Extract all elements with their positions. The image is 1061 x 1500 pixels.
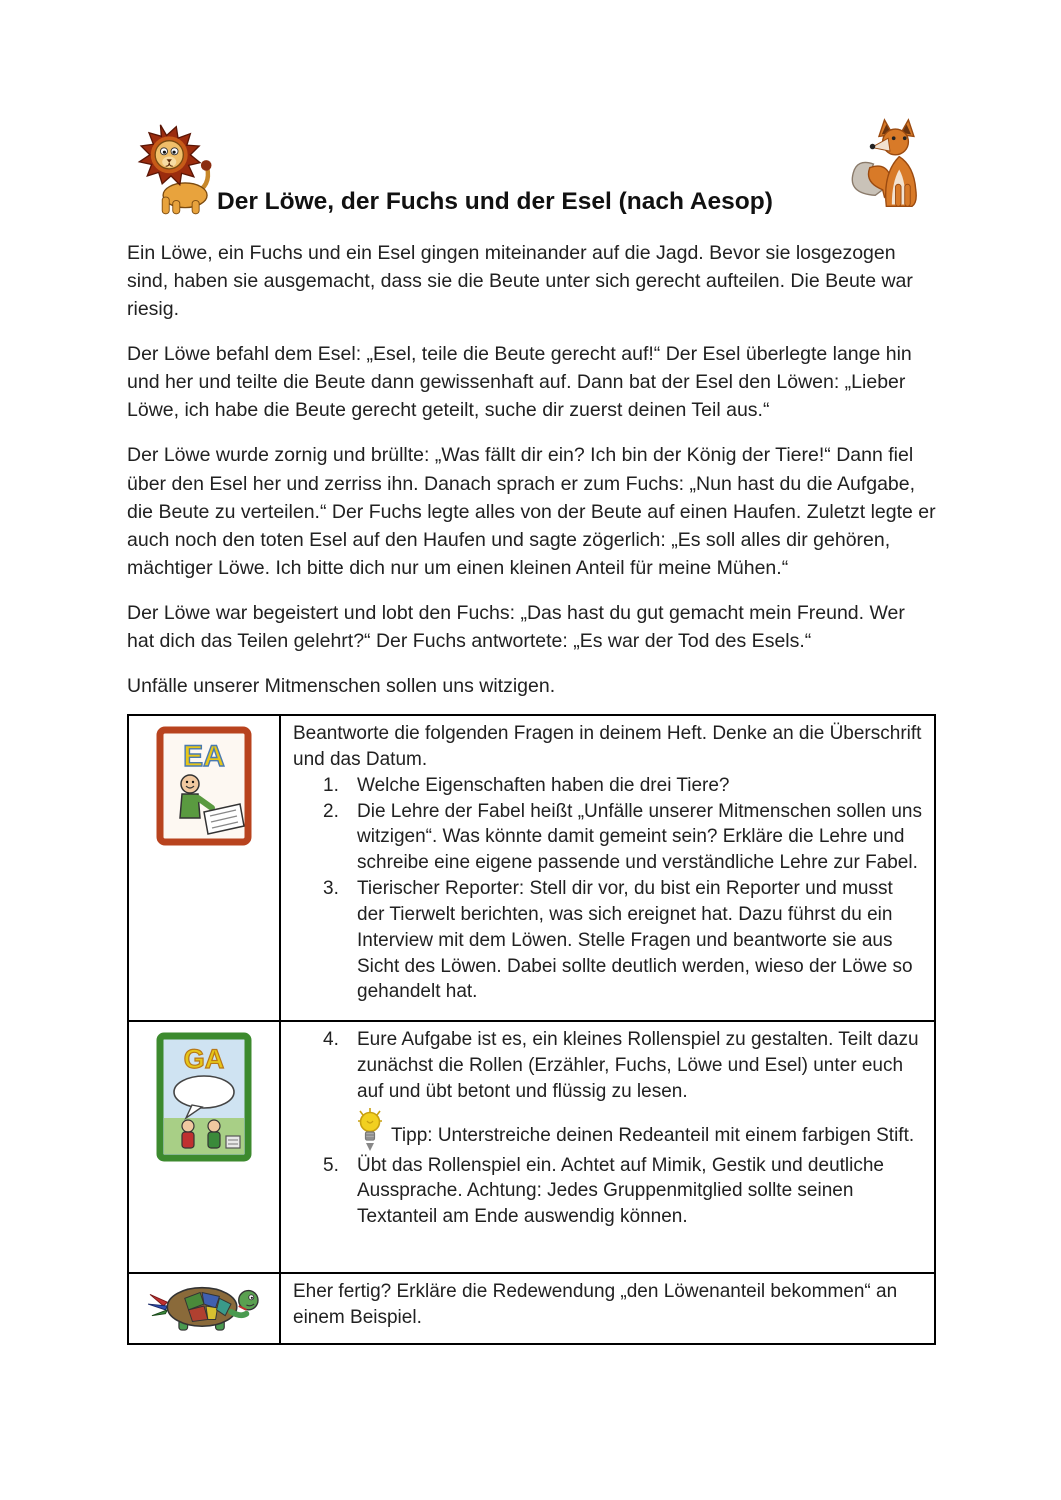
header — [127, 116, 936, 217]
ga-task-cell — [280, 1021, 935, 1273]
task-text: Die Lehre der Fabel heißt „Unfälle unserer Mitmenschen sollen uns witzigen“. Was könnte damit gemeint sein? Erkläre die Lehre und schreibe eine eigene passende und verständliche Lehre zur Fabel. — [357, 800, 922, 874]
turtle-icon — [145, 1279, 263, 1333]
tip-text: Tipp: Unterstreiche deinen Redeanteil mit einem farbigen Stift. — [391, 1124, 915, 1146]
task-item-3 — [323, 876, 924, 1005]
task-item-1 — [323, 773, 924, 799]
table-row-ea — [128, 715, 935, 1021]
single-work-icon — [156, 726, 252, 846]
task-text: Welche Eigenschaften haben die drei Tiere? — [357, 774, 730, 796]
task-item-2 — [323, 799, 924, 876]
story-paragraph-1: Ein Löwe, ein Fuchs und ein Esel gingen miteinander auf die Jagd. Bevor sie losgezogen sind, haben sie ausgemacht, dass sie die Beute unter sich gerecht aufteilen. Die Beute war riesig. — [127, 242, 913, 321]
task-number: 4. — [323, 1029, 339, 1051]
tip-block — [357, 1107, 924, 1153]
ga-icon-cell — [128, 1021, 280, 1273]
page-title: Der Löwe, der Fuchs und der Esel (nach Aesop) — [217, 188, 773, 216]
fast-finisher-cell — [280, 1273, 935, 1344]
turtle-icon-cell — [128, 1273, 280, 1344]
fox-wrap — [844, 116, 936, 217]
ea-badge: EA — [183, 740, 225, 774]
ga-task-list — [323, 1027, 924, 1230]
ga-badge: GA — [183, 1044, 225, 1075]
lion-icon — [127, 119, 215, 217]
group-work-icon — [156, 1032, 252, 1162]
tasks-table — [127, 714, 936, 1345]
lightbulb-icon — [357, 1107, 383, 1153]
task-number: 1. — [323, 774, 339, 796]
fast-finisher-text: Eher fertig? Erkläre die Redewendung „den Löwenanteil bekommen“ an einem Beispiel. — [293, 1281, 898, 1328]
task-4-text: Eure Aufgabe ist es, ein kleines Rollenspiel zu gestalten. Teilt dazu zunächst die Rollen (Erzähler, Fuchs, Löwe und Esel) unter euch auf und übt betont und flüssig zu lesen. — [357, 1029, 919, 1102]
story-paragraph-3: Der Löwe wurde zornig und brüllte: „Was fällt dir ein? Ich bin der König der Tiere!“ Dann fiel über den Esel her und zerriss ihn. Danach sprach er zum Fuchs: „Nun hast du die Aufgabe, die Beute zu verteilen.“ Der Fuchs legte alles von der Beute auf einen Haufen. Zuletzt legte er auch noch den toten Esel auf den Haufen und sagte zögerlich: „Es soll alles dir gehören, mächtiger Löwe. Ich bitte dich nur um einen kleinen Anteil für meine Mühen.“ — [127, 444, 936, 579]
table-row-ga — [128, 1021, 935, 1273]
task-item-5 — [323, 1153, 924, 1230]
ea-task-cell — [280, 715, 935, 1021]
fox-icon — [844, 116, 936, 212]
story-text — [127, 239, 936, 700]
task-number: 3. — [323, 878, 339, 900]
ea-icon-cell — [128, 715, 280, 1021]
story-paragraph-4: Der Löwe war begeistert und lobt den Fuchs: „Das hast du gut gemacht mein Freund. Wer hat dich das Teilen gelehrt?“ Der Fuchs antwortete: „Es war der Tod des Esels.“ — [127, 601, 905, 652]
task-text — [357, 1027, 924, 1152]
table-row-fast-finisher — [128, 1273, 935, 1344]
ea-task-list — [323, 773, 924, 1005]
task-number: 5. — [323, 1154, 339, 1176]
story-moral: Unfälle unserer Mitmenschen sollen uns witzigen. — [127, 675, 556, 698]
task-text: Tierischer Reporter: Stell dir vor, du bist ein Reporter und musst der Tierwelt berichten, was sich ereignet hat. Dazu führst du ein Interview mit dem Löwen. Stelle Fragen und beantworte sie aus Sicht des Löwen. Dabei sollte deutlich werden, wieso der Löwe so gehandelt hat. — [357, 878, 913, 1003]
story-paragraph-2: Der Löwe befahl dem Esel: „Esel, teile die Beute gerecht auf!“ Der Esel überlegte lange hin und her und teilte die Beute dann gewissenhaft auf. Dann bat der Esel den Löwen: „Lieber Löwe, ich habe die Beute gerecht geteilt, suche dir zuerst deinen Teil aus.“ — [127, 343, 912, 422]
task-number: 2. — [323, 800, 339, 822]
task-text: Übt das Rollenspiel ein. Achtet auf Mimik, Gestik und deutliche Aussprache. Achtung: Jedes Gruppenmitglied sollte seinen Textanteil am Ende auswendig können. — [357, 1154, 884, 1228]
ea-intro: Beantworte die folgenden Fragen in deinem Heft. Denke an die Überschrift und das Datum. — [293, 723, 922, 770]
task-item-4 — [323, 1027, 924, 1152]
